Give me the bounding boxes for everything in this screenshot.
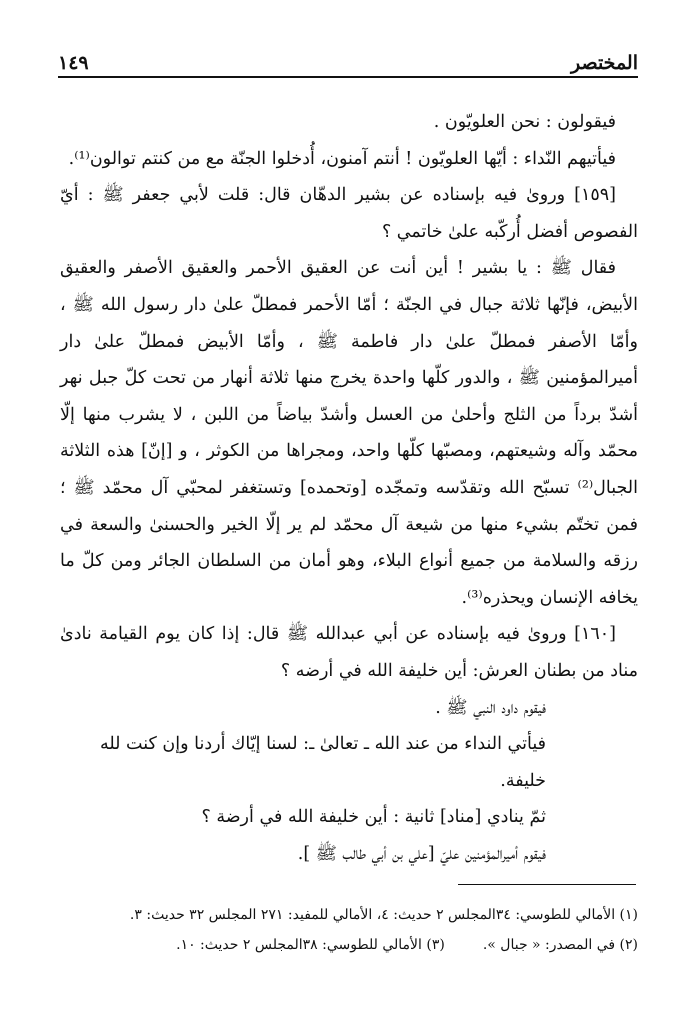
header-rule xyxy=(58,76,638,78)
paragraph: فيقولون : نحن العلويّون . xyxy=(433,112,616,132)
paragraph: فيأتيهم النّداء : أيّها العلويّون ! أنتم آمنون، أُدخلوا الجنّة مع من كنتم توالون⁽¹⁾. xyxy=(68,148,616,169)
main-text xyxy=(60,104,638,872)
hadith-159: [١٥٩] ورویٰ فیه بإسناده عن بشیر الدهّان قال: قلت لأبي جعفر ﷺ : أيّ الفصوص أفضل أُركّبه علیٰ خاتمي ؟ xyxy=(60,185,638,242)
footnote-2: (٢) في المصدر: « جبال ». xyxy=(482,937,638,953)
footnote-rule xyxy=(458,884,636,885)
paragraph: فيأتي النداء من عند الله ـ تعالیٰ ـ: لسنا إيّاك أردنا وإن كنت لله خليفة. xyxy=(99,734,546,791)
hadith-160: [١٦٠] ورویٰ فیه بإسناده عن أبي عبدالله ﷺ قال: إذا كان يوم القيامة نادیٰ مناد من بطنان العرش: أين خليفة الله في أرضه ؟ xyxy=(60,624,638,681)
page-header xyxy=(58,40,638,74)
footnote-row xyxy=(60,930,638,960)
footnote-3: (٣) الأمالي للطوسي: ٣٨المجلس ٢ حديث: ١٠. xyxy=(176,937,445,953)
paragraph: ثمّ ينادي [مناد] ثانية : أين خليفة الله في أرضة ؟ xyxy=(201,807,546,828)
footnotes xyxy=(60,900,638,960)
paragraph: فيقوم داود النبي ﷺ . xyxy=(435,697,546,718)
footnote-1: (١) الأمالي للطوسي: ٣٤المجلس ٢ حديث: ٤، الأمالي للمفيد: ٢٧١ المجلس ٣٢ حديث: ٣. xyxy=(129,907,638,923)
paragraph: فيقوم أميرالمؤمنين عليّ [علي بن أبي طالب ﷺ ]. xyxy=(297,843,546,864)
paragraph: فقال ﷺ : يا بشير ! أين أنت عن العقيق الأحمر والعقيق الأصفر والعقيق الأبيض، فإنّها ثلاثة جبال في الجنّة ؛ أمّا الأحمر فمطلّ علیٰ دار رسول الله ﷺ ، وأمّا الأصفر فمطلّ علیٰ دار فاطمة ﷺ ، وأمّا الأبيض فمطلّ علیٰ دار أميرالمؤمنين ﷺ ، والدور كلّها واحدة يخرج منها ثلاثة أنهار من تحت كلّ جبل نهر أشدّ برداً من الثلج وأحلیٰ من العسل وأشدّ بياضاً من اللبن ، لا يشرب منها إلّا محمّد وآله وشيعتهم، ومصبّها كلّها واحد، ومجراها من الكوثر ، و [إنّ] هذه الثلاثة الجبال⁽²⁾ تسبّح الله وتقدّسه وتمجّده [وتحمده] وتستغفر لمحبّي آل محمّد ﷺ ؛ فمن تختّم بشيء منها من شيعة آل محمّد لم ير إلّا الخير والحسنیٰ والسعة في رزقه والسلامة من جميع أنواع البلاء، وهو أمان من السلطان الجائر ومن كلّ ما يخافه الإنسان ويحذره⁽³⁾. xyxy=(60,258,638,608)
page-number: ١٤٩ xyxy=(58,52,89,74)
running-title: المختصر xyxy=(570,52,638,74)
